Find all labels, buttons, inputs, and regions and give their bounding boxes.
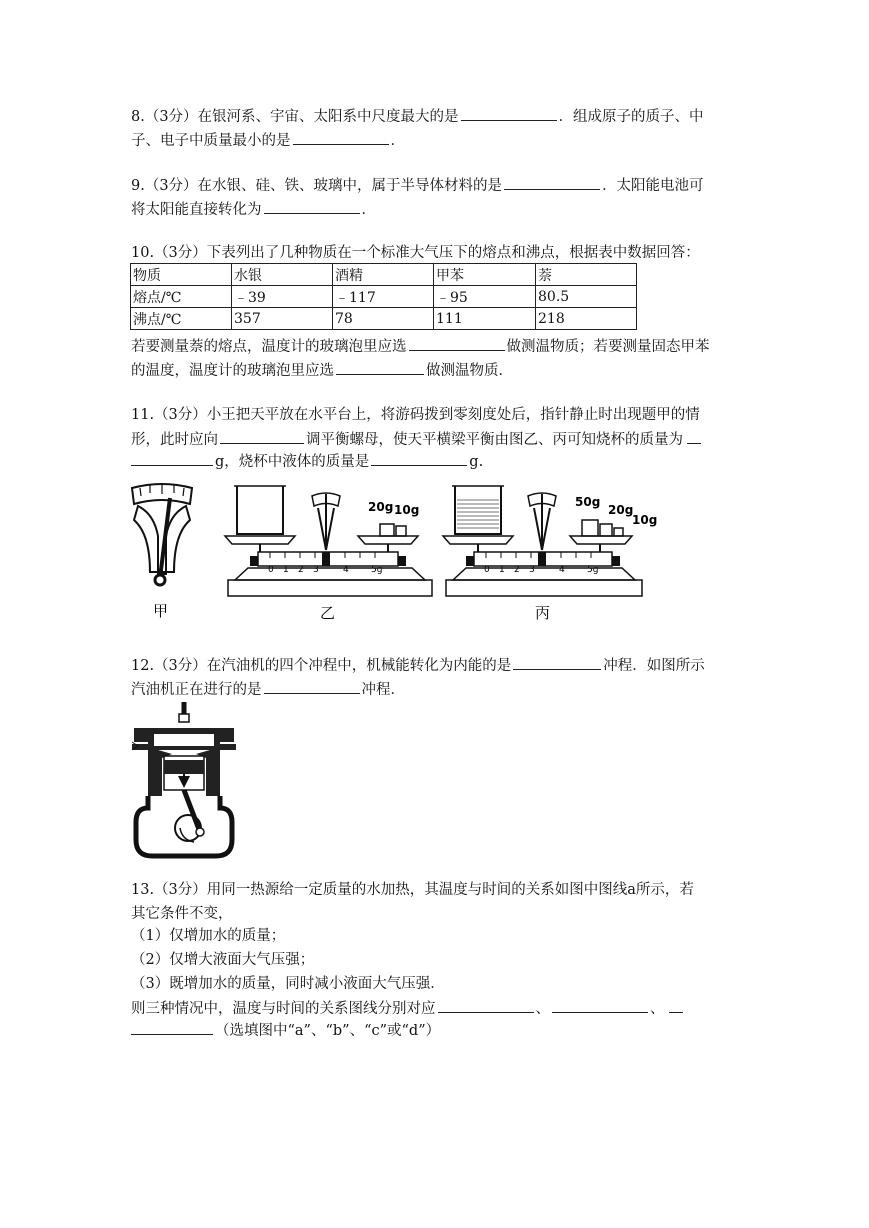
scale-tick: 0 [484,565,490,575]
table-cell: 78 [333,308,434,330]
q12-answer-blank-2[interactable] [264,679,360,694]
table-cell: 熔点/℃ [131,286,232,308]
q9-line2 [131,199,376,220]
balance-bing-diagram [443,486,657,622]
q12-text-a: 12.（3分）在汽油机的四个冲程中，机械能转化为内能的是 [131,658,512,674]
q13-item2: （2）仅增大液面大气压强； [131,952,315,968]
scale-tick: 4 [343,565,349,575]
table-cell: 80.5 [536,286,637,308]
q8-text-b: ．组成原子的质子、中 [558,109,704,125]
q10-line1 [131,336,710,357]
weight-label: 50g [575,495,601,509]
scale-tick: 0 [268,565,274,575]
table-row [131,286,637,308]
q10-text-b: 做测温物质；若要测量固态甲苯 [506,339,710,355]
label-jia: 甲 [153,602,169,620]
q11-text-d: g. [469,454,484,470]
q10-text-d: 做测温物质． [426,363,513,379]
balance-figure [120,476,660,626]
q11-answer-blank-2-start[interactable] [687,429,701,444]
q11-line2 [131,429,703,450]
q13-line7 [131,1020,440,1041]
q12-line2 [131,679,405,700]
q8-answer-blank-2[interactable] [293,130,389,145]
table-cell: 111 [434,308,536,330]
q13-answer-blank-3[interactable] [131,1020,213,1035]
scale-tick: 4 [559,565,565,575]
q12-line1 [131,655,705,676]
weight-label: 10g [632,513,658,527]
q11-answer-blank-3[interactable] [371,451,467,466]
q11-line1: 11.（3分）小王把天平放在水平台上，将游码拨到零刻度处后，指针静止时出现题甲的情 [131,407,700,423]
q11-line3 [131,451,483,472]
q13-answer-blank-1[interactable] [438,998,534,1013]
q13-sep-2: 、 [650,1001,665,1017]
q8-text-c: 子、电子中质量最小的是 [131,133,291,149]
table-header-cell: 水银 [232,264,333,286]
table-header-cell: 物质 [131,264,232,286]
q8-answer-blank-1[interactable] [461,106,557,121]
table-cell: 218 [536,308,637,330]
scale-tick: 1 [499,565,505,575]
scale-tick: 3 [529,565,535,575]
q13-item1: （1）仅增加水的质量； [131,928,286,944]
scale-tick: 5g [587,565,599,575]
q8-line2 [131,130,405,151]
scale-tick: 5g [371,565,383,575]
q9-answer-blank-2[interactable] [264,199,360,214]
q12-text-c: 汽油机正在进行的是 [131,682,262,698]
pointer-scale-diagram [132,484,192,620]
q12-text-d: 冲程． [361,682,405,698]
q10-answer-blank-2[interactable] [336,360,424,375]
scale-tick: 2 [298,565,304,575]
q13-answer-blank-3-start[interactable] [669,998,683,1013]
q10-text-c: 的温度，温度计的玻璃泡里应选 [131,363,334,379]
weight-label: 10g [394,503,420,517]
table-cell: 357 [232,308,333,330]
scale-tick: 2 [514,565,520,575]
q13-text-b: （选填图中“a”、“b”、“c”或“d”） [215,1023,441,1039]
q9-line1 [131,175,704,196]
table-row [131,308,637,330]
q11-text-a: 形，此时应向 [131,432,218,448]
label-yi: 乙 [320,604,336,622]
q13-line1: 13.（3分）用同一热源给一定质量的水加热，其温度与时间的关系如图中图线a所示，若 [131,882,694,898]
q10-intro: 10.（3分）下表列出了几种物质在一个标准大气压下的熔点和沸点，根据表中数据回答： [131,245,700,261]
q13-text-a: 则三种情况中，温度与时间的关系图线分别对应 [131,1001,436,1017]
balance-yi-diagram [225,486,432,622]
q10-answer-blank-1[interactable] [409,336,505,351]
q13-line6 [131,998,685,1019]
q9-text-a: 9.（3分）在水银、硅、铁、玻璃中，属于半导体材料的是 [131,178,503,194]
q11-text-c: g，烧杯中液体的质量是 [215,454,370,470]
q8-line1 [131,106,704,127]
q9-text-d: ． [361,202,376,218]
table-header-cell: 甲苯 [434,264,536,286]
q9-text-c: 将太阳能直接转化为 [131,202,262,218]
q10-line2 [131,360,513,381]
q11-text-b: 调平衡螺母，使天平横梁平衡由图乙、丙可知烧杯的质量为 [306,432,683,448]
q12-answer-blank-1[interactable] [513,655,601,670]
q9-text-b: ．太阳能电池可 [602,178,704,194]
q11-answer-blank-1[interactable] [220,429,304,444]
q11-answer-blank-2[interactable] [131,451,213,466]
table-header-row [131,264,637,286]
table-header-cell: 萘 [536,264,637,286]
melting-boiling-table [130,263,637,330]
scale-tick: 3 [313,565,319,575]
weight-label: 20g [608,503,634,517]
q13-item3: （3）既增加水的质量，同时减小液面大气压强． [131,976,445,992]
q13-answer-blank-2[interactable] [552,998,648,1013]
engine-cylinder-figure [128,700,240,860]
label-bing: 丙 [535,604,551,622]
q13-line2: 其它条件不变， [131,906,233,922]
q9-answer-blank-1[interactable] [504,175,600,190]
table-cell: 沸点/℃ [131,308,232,330]
table-cell: ﹣39 [232,286,333,308]
q10-text-a: 若要测量萘的熔点，温度计的玻璃泡里应选 [131,339,407,355]
table-cell: ﹣117 [333,286,434,308]
table-header-cell: 酒精 [333,264,434,286]
q12-text-b: 冲程．如图所示 [603,658,705,674]
table-cell: ﹣95 [434,286,536,308]
q8-text-a: 8.（3分）在银河系、宇宙、太阳系中尺度最大的是 [131,109,459,125]
weight-label: 20g [368,500,394,514]
scale-tick: 1 [283,565,289,575]
q13-sep-1: 、 [535,1001,550,1017]
q8-text-d: ． [390,133,405,149]
